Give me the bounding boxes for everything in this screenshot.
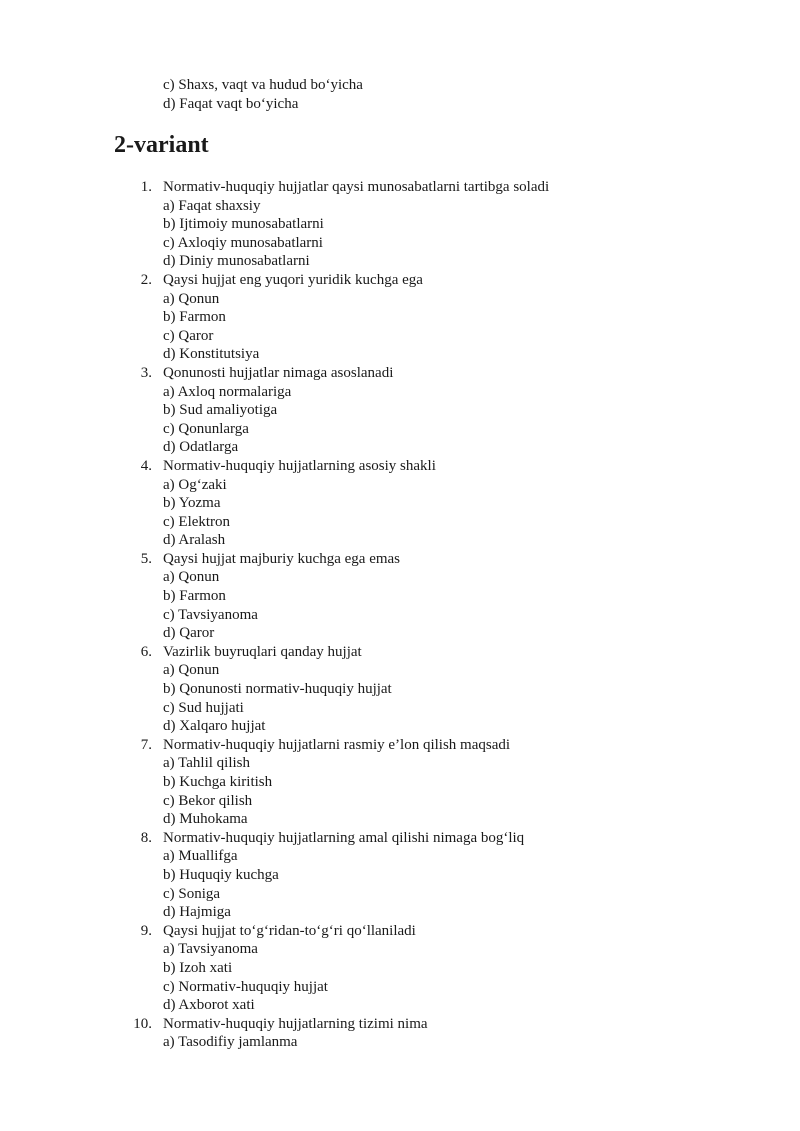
question-row	[0, 364, 800, 383]
previous-question-options	[163, 76, 363, 113]
question-item	[0, 736, 800, 829]
answer-option: a) Tahlil qilish	[163, 755, 250, 772]
question-row	[0, 643, 800, 662]
answer-option: b) Farmon	[163, 309, 226, 326]
question-row	[0, 271, 800, 290]
question-number: 4.	[140, 457, 152, 474]
question-item	[0, 178, 800, 271]
question-number: 9.	[140, 922, 152, 939]
answer-option: a) Og‘zaki	[163, 476, 227, 493]
question-text: Normativ-huquqiy hujjatlarning tizimi nima	[163, 1015, 428, 1032]
answer-option: b) Ijtimoiy munosabatlarni	[163, 216, 324, 233]
answer-option: a) Qonun	[163, 290, 220, 307]
answer-option: a) Muallifga	[163, 848, 238, 865]
answer-option: d) Qaror	[163, 625, 215, 642]
answer-option: b) Huquqiy kuchga	[163, 866, 279, 883]
question-number: 6.	[140, 643, 152, 660]
question-item	[0, 457, 800, 550]
question-text: Qonunosti hujjatlar nimaga asoslanadi	[163, 364, 394, 381]
answer-option: c) Soniga	[163, 885, 221, 902]
question-number: 2.	[140, 271, 152, 288]
question-number: 8.	[140, 829, 152, 846]
answer-option: c) Axloqiy munosabatlarni	[163, 234, 323, 251]
question-number: 3.	[140, 364, 152, 381]
answer-option: b) Farmon	[163, 588, 226, 605]
answer-option: a) Qonun	[163, 569, 220, 586]
question-row	[0, 457, 800, 476]
answer-option: a) Tasodifiy jamlanma	[163, 1034, 298, 1051]
question-text: Normativ-huquqiy hujjatlar qaysi munosabatlarni tartibga soladi	[163, 179, 550, 195]
answer-option: b) Izoh xati	[163, 959, 233, 976]
question-item	[0, 1015, 800, 1052]
question-list	[0, 178, 800, 1052]
option-line: c) Shaxs, vaqt va hudud bo‘yicha	[163, 77, 363, 93]
question-text: Vazirlik buyruqlari qanday hujjat	[163, 643, 362, 660]
question-item	[0, 550, 800, 643]
question-item	[0, 922, 800, 1015]
option-line: d) Faqat vaqt bo‘yicha	[163, 95, 299, 112]
question-number: 10.	[133, 1015, 152, 1032]
answer-option: b) Sud amaliyotiga	[163, 402, 278, 419]
answer-option: d) Aralash	[163, 532, 226, 549]
answer-option: d) Xalqaro hujjat	[163, 718, 266, 735]
answer-option: d) Konstitutsiya	[163, 346, 260, 363]
answer-option: b) Yozma	[163, 495, 221, 512]
question-text: Qaysi hujjat majburiy kuchga ega emas	[163, 550, 401, 567]
answer-option: d) Odatlarga	[163, 439, 239, 456]
answer-option: c) Tavsiyanoma	[163, 606, 258, 623]
answer-option: a) Qonun	[163, 662, 220, 679]
answer-option: c) Elektron	[163, 513, 231, 530]
question-item	[0, 364, 800, 457]
question-item	[0, 271, 800, 364]
question-number: 1.	[140, 179, 152, 195]
question-number: 5.	[140, 550, 152, 567]
answer-option: a) Axloq normalariga	[163, 383, 292, 400]
answer-option: a) Tavsiyanoma	[163, 941, 258, 958]
answer-option: c) Sud hujjati	[163, 699, 244, 716]
question-text: Normativ-huquqiy hujjatlarning amal qilishi nimaga bog‘liq	[163, 829, 525, 846]
question-number: 7.	[140, 736, 152, 753]
question-row	[0, 829, 800, 848]
question-text: Normativ-huquqiy hujjatlarning asosiy shakli	[163, 457, 436, 474]
variant-heading: 2-variant	[114, 132, 209, 158]
answer-option: d) Hajmiga	[163, 904, 231, 921]
question-row	[0, 178, 800, 197]
answer-option: d) Muhokama	[163, 811, 248, 828]
answer-option: d) Axborot xati	[163, 997, 255, 1014]
answer-option: c) Bekor qilish	[163, 792, 253, 809]
answer-option: d) Diniy munosabatlarni	[163, 253, 310, 270]
answer-option: b) Kuchga kiritish	[163, 774, 273, 790]
question-item	[0, 829, 800, 922]
answer-option: c) Qaror	[163, 327, 214, 344]
question-row	[0, 550, 800, 569]
answer-option: c) Normativ-huquqiy hujjat	[163, 978, 328, 995]
question-item	[0, 643, 800, 736]
question-text: Qaysi hujjat eng yuqori yuridik kuchga ega	[163, 271, 423, 288]
question-text: Normativ-huquqiy hujjatlarni rasmiy e’lon qilish maqsadi	[163, 736, 511, 753]
answer-option: b) Qonunosti normativ-huquqiy hujjat	[163, 681, 392, 698]
question-text: Qaysi hujjat to‘g‘ridan-to‘g‘ri qo‘llaniladi	[163, 922, 416, 939]
answer-option: a) Faqat shaxsiy	[163, 197, 261, 214]
question-row	[0, 736, 800, 755]
question-row	[0, 1015, 800, 1034]
answer-option: c) Qonunlarga	[163, 420, 249, 437]
question-row	[0, 922, 800, 941]
